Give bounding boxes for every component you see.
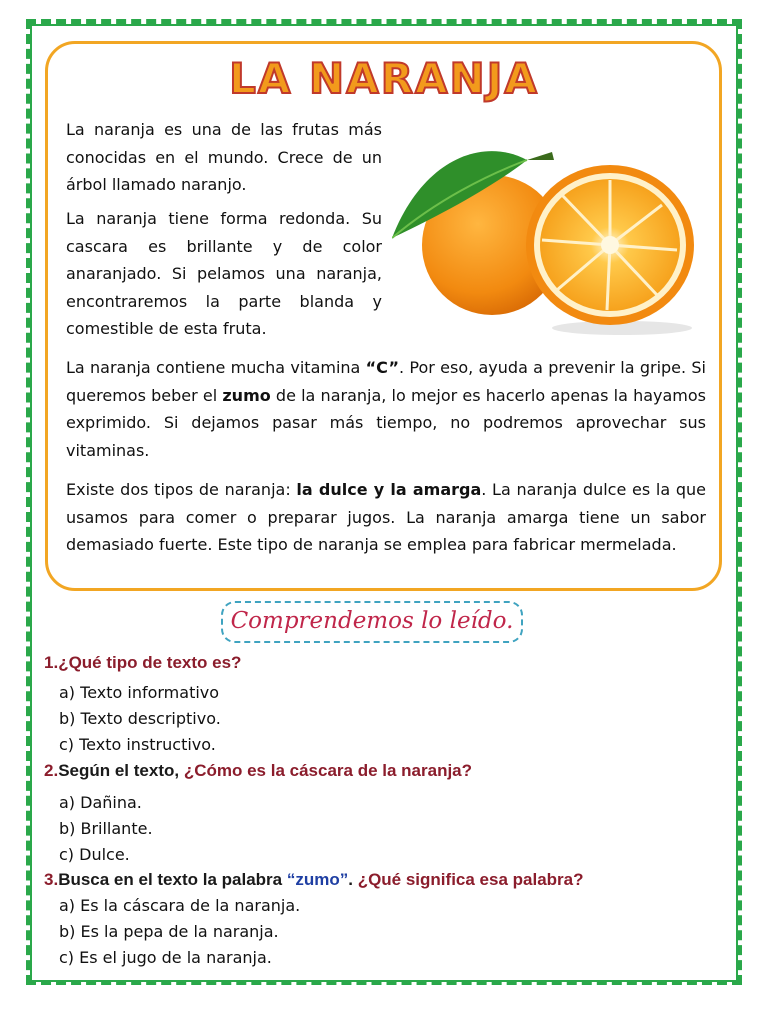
reading-paragraph-3: La naranja contiene mucha vitamina “C”. Por eso, ayuda a prevenir la gripe. Si queremos beber el zumo de la naranja, lo mejor es hacerlo apenas la hayamos exprimido. Si dejamos pasar más tiempo, no podremos aprovechar sus vitaminas. <box>66 358 707 460</box>
question-1: 1.¿Qué tipo de texto es? <box>44 653 242 672</box>
question-1-option-c: c) Texto instructivo. <box>59 735 216 754</box>
question-1-option-b: b) Texto descriptivo. <box>59 709 221 728</box>
orange-fruit-illustration <box>392 140 702 340</box>
question-2-option-c: c) Dulce. <box>59 845 130 864</box>
reading-paragraph-4: Existe dos tipos de naranja: la dulce y la amarga. La naranja dulce es la que usamos para comer o preparar jugos. La naranja amarga tiene un sabor demasiado fuerte. Este tipo de naranja se emplea para fabricar mermelada. <box>66 480 707 554</box>
question-3: 3.Busca en el texto la palabra “zumo”. ¿Qué significa esa palabra? <box>44 870 584 889</box>
question-3-option-a: a) Es la cáscara de la naranja. <box>59 896 301 915</box>
section-title: Comprendemos lo leído. <box>230 608 514 634</box>
page-title: LA NARANJA <box>229 54 539 103</box>
question-2-option-a: a) Dañina. <box>59 793 142 812</box>
reading-paragraph-1: La naranja es una de las frutas más conocidas en el mundo. Crece de un árbol llamado naranjo. <box>66 120 382 194</box>
question-2: 2.Según el texto, ¿Cómo es la cáscara de la naranja? <box>44 761 473 780</box>
question-2-option-b: b) Brillante. <box>59 819 153 838</box>
question-1-option-a: a) Texto informativo <box>59 683 220 702</box>
reading-paragraph-2: La naranja tiene forma redonda. Su cascara es brillante y de color anaranjado. Si pelamos una naranja, encontraremos la parte blanda y comestible de esta fruta. <box>66 209 382 338</box>
question-3-option-b: b) Es la pepa de la naranja. <box>59 922 279 941</box>
question-3-option-c: c) Es el jugo de la naranja. <box>59 948 272 967</box>
